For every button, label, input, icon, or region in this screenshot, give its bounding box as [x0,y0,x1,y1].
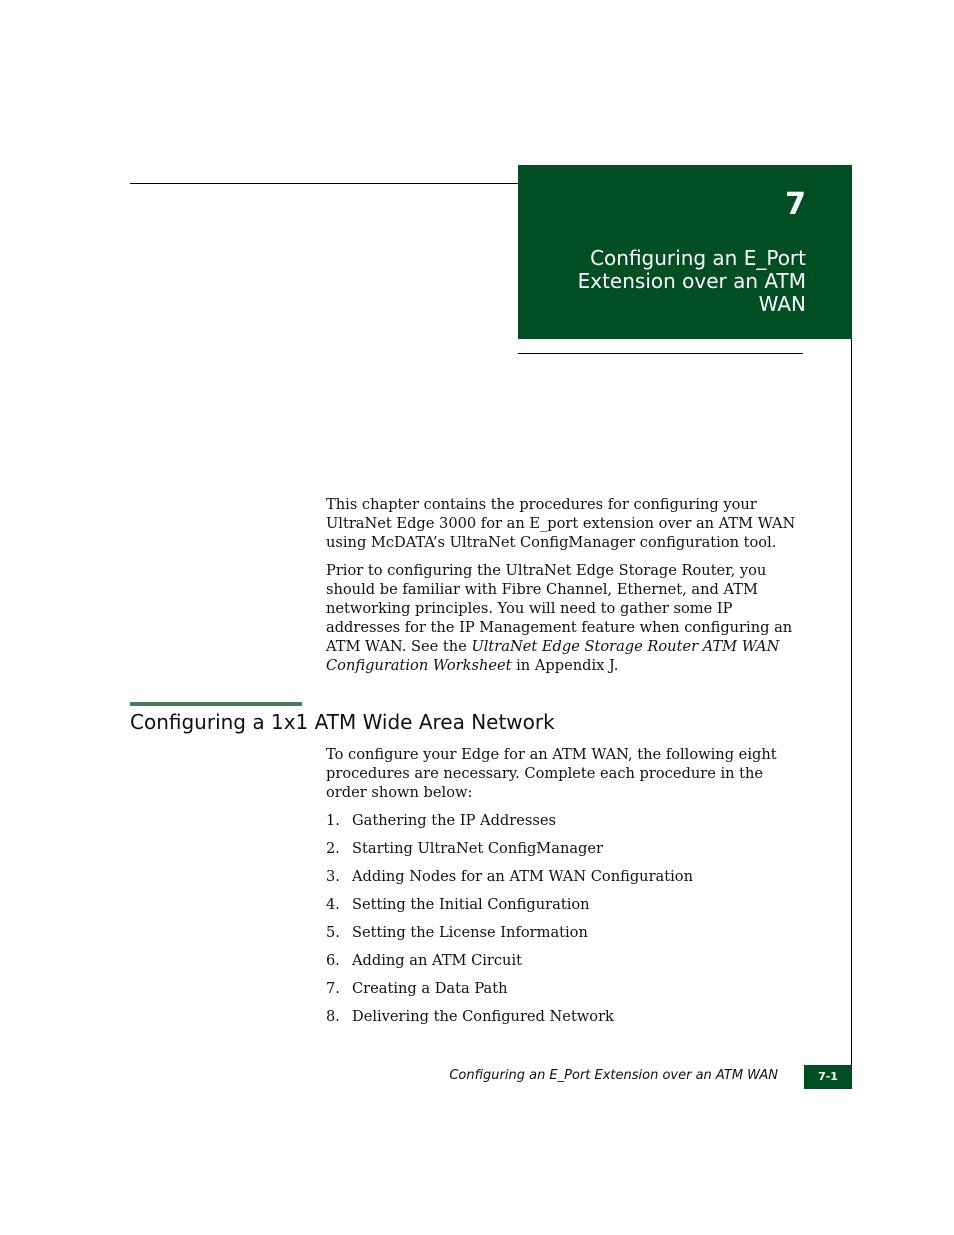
step-text: Adding Nodes for an ATM WAN Configuration [352,868,693,885]
step-number: 3. [326,868,340,885]
footer-running-title: Configuring an E_Port Extension over an ATM WAN [449,1068,778,1083]
step-text: Setting the License Information [352,924,588,941]
step-number: 2. [326,840,340,857]
chapter-title-box [518,165,852,339]
procedure-step [326,867,693,895]
procedure-step [326,811,693,839]
intro-paragraph-1: This chapter contains the procedures for configuring your UltraNet Edge 3000 for an E_port extension over an ATM WAN using McDATA’s UltraNet ConfigManager configuration tool. [326,496,796,551]
intro-paragraph-2-text: Prior to configuring the UltraNet Edge Storage Router, you should be familiar with Fibre Channel, Ethernet, and ATM networking principles. You will need to gather some IP addresses for the IP Management feature when configuring an ATM WAN. See the [326,562,793,655]
step-number: 1. [326,812,340,829]
step-number: 5. [326,924,340,941]
section-heading: Configuring a 1x1 ATM Wide Area Network [130,710,555,734]
chapter-number: 7 [785,187,806,222]
section-lead-paragraph: To configure your Edge for an ATM WAN, the following eight procedures are necessary. Complete each procedure in the order shown below: [326,746,777,801]
step-text: Setting the Initial Configuration [352,896,590,913]
step-number: 8. [326,1008,340,1025]
procedure-step [326,923,693,951]
intro-paragraph-2 [326,561,806,675]
procedure-step [326,895,693,923]
section-heading-bar [130,702,302,706]
step-number: 6. [326,952,340,969]
intro-paragraph-2-tail: in Appendix J. [511,657,619,674]
procedure-step [326,839,693,867]
step-text: Delivering the Configured Network [352,1008,614,1025]
page-number-tab: 7-1 [804,1065,852,1089]
chapter-box-rule [518,353,803,354]
step-text: Adding an ATM Circuit [352,952,522,969]
procedure-step [326,1007,693,1035]
step-text: Starting UltraNet ConfigManager [352,840,603,857]
step-text: Creating a Data Path [352,980,508,997]
procedure-step [326,979,693,1007]
right-margin-rule [851,339,852,1069]
step-number: 4. [326,896,340,913]
procedure-list [326,811,693,1035]
step-number: 7. [326,980,340,997]
chapter-title: Configuring an E_Port Extension over an ATM WAN [577,246,806,316]
worksheet-reference: UltraNet Edge Storage Router ATM WAN Configuration Worksheet [326,638,780,674]
procedure-step [326,951,693,979]
step-text: Gathering the IP Addresses [352,812,556,829]
